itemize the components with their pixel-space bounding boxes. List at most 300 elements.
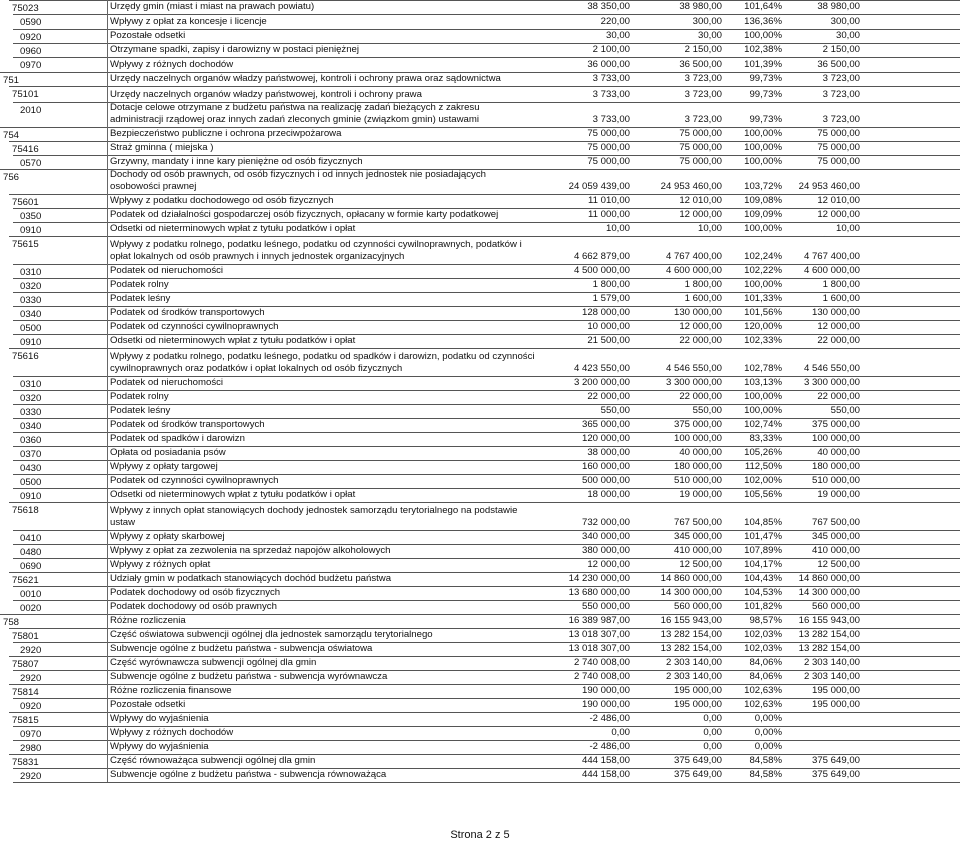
row-value-v1: 13 018 307,00 (568, 643, 630, 654)
row-description: Wpływy z opłat za koncesje i licencje (110, 16, 267, 27)
table-row (0, 155, 960, 169)
table-row (0, 222, 960, 236)
column-divider (107, 169, 108, 194)
row-value-v3: 24 953 460,00 (798, 181, 860, 192)
row-description: Podatek dochodowy od osób prawnych (110, 601, 277, 612)
row-value-pct: 101,39% (744, 59, 782, 70)
row-code: 0590 (20, 17, 42, 28)
row-description: Podatek od nieruchomości (110, 377, 224, 388)
table-row (0, 348, 960, 376)
row-description: Dotacje celowe otrzymane z budżetu państwa na realizację zadań bieżących z zakresu administracji rządowej oraz innych zadań zleconych gminie (związkom gmin) ustawami (110, 102, 480, 125)
row-description: Podatek od czynności cywilnoprawnych (110, 321, 279, 332)
row-code: 0910 (20, 337, 42, 348)
table-row (0, 614, 960, 628)
row-code: 0500 (20, 477, 42, 488)
row-value-v1: 10 000,00 (587, 321, 630, 332)
column-divider (107, 334, 108, 348)
row-value-v2: 345 000,00 (673, 531, 722, 542)
row-description: Część oświatowa subwencji ogólnej dla jednostek samorządu terytorialnego (110, 629, 433, 640)
table-row (0, 208, 960, 222)
row-description: Odsetki od nieterminowych wpłat z tytułu podatków i opłat (110, 335, 356, 346)
row-description: Wpływy z różnych dochodów (110, 59, 234, 70)
row-value-pct: 100,00% (744, 223, 782, 234)
row-code: 75601 (12, 197, 39, 208)
row-value-pct: 101,56% (744, 307, 782, 318)
row-description: Podatek od nieruchomości (110, 265, 224, 276)
row-description: Udziały gmin w podatkach stanowiących dochód budżetu państwa (110, 573, 392, 584)
column-divider (107, 418, 108, 432)
row-value-v3: 14 300 000,00 (798, 587, 860, 598)
row-value-pct: 100,00% (744, 405, 782, 416)
row-description: Wpływy do wyjaśnienia (110, 713, 209, 724)
row-value-pct: 99,73% (749, 73, 782, 84)
row-description: Wpływy z innych opłat stanowiących dochody jednostek samorządu terytorialnego na podstawie ustaw (110, 505, 518, 528)
row-value-v2: 30,00 (697, 30, 722, 41)
row-value-v3: 75 000,00 (817, 128, 860, 139)
row-description: Urzędy gmin (miast i miast na prawach powiatu) (110, 1, 315, 12)
row-code: 756 (3, 172, 20, 183)
row-value-pct: 104,17% (744, 559, 782, 570)
row-value-v1: -2 486,00 (589, 713, 630, 724)
row-separator (9, 86, 960, 87)
row-value-v3: 38 980,00 (817, 1, 860, 12)
row-value-pct: 100,00% (744, 391, 782, 402)
table-row (0, 684, 960, 698)
row-value-pct: 99,73% (749, 89, 782, 100)
row-value-v2: 16 155 943,00 (660, 615, 722, 626)
row-value-v1: 14 230 000,00 (568, 573, 630, 584)
row-description: Wpływy z opłaty skarbowej (110, 531, 225, 542)
row-value-v2: 36 500,00 (679, 59, 722, 70)
column-divider (107, 127, 108, 141)
row-separator (9, 502, 960, 503)
row-code: 0010 (20, 589, 42, 600)
row-value-v1: 36 000,00 (587, 59, 630, 70)
column-divider (107, 404, 108, 418)
row-value-v1: 38 000,00 (587, 447, 630, 458)
row-value-v3: 550,00 (830, 405, 860, 416)
row-value-v2: 130 000,00 (673, 307, 722, 318)
row-value-pct: 102,63% (744, 685, 782, 696)
row-value-pct: 100,00% (744, 279, 782, 290)
row-description: Subwencje ogólne z budżetu państwa - subwencja równoważąca (110, 769, 387, 780)
row-value-v1: 13 018 307,00 (568, 629, 630, 640)
row-value-v3: 510 000,00 (811, 475, 860, 486)
column-divider (107, 194, 108, 208)
table-row (0, 29, 960, 43)
row-value-v3: 375 649,00 (811, 755, 860, 766)
row-value-v3: 12 500,00 (817, 559, 860, 570)
row-value-v2: 19 000,00 (679, 489, 722, 500)
row-description: Podatek od środków transportowych (110, 419, 265, 430)
row-description: Otrzymane spadki, zapisy i darowizny w postaci pieniężnej (110, 44, 360, 55)
row-value-v2: 22 000,00 (679, 391, 722, 402)
row-value-v1: 75 000,00 (587, 156, 630, 167)
row-description: Subwencje ogólne z budżetu państwa - subwencja oświatowa (110, 643, 373, 654)
column-divider (107, 502, 108, 530)
row-value-pct: 109,08% (744, 195, 782, 206)
row-code: 0910 (20, 225, 42, 236)
row-code: 0330 (20, 407, 42, 418)
table-row (0, 572, 960, 586)
row-code: 75615 (12, 239, 39, 250)
table-row (0, 544, 960, 558)
row-code: 751 (3, 75, 20, 86)
row-value-v3: 2 150,00 (822, 44, 860, 55)
row-value-v3: 767 500,00 (811, 517, 860, 528)
row-description: Bezpieczeństwo publiczne i ochrona przeciwpożarowa (110, 128, 342, 139)
row-value-pct: 83,33% (749, 433, 782, 444)
row-description: Podatek od środków transportowych (110, 307, 265, 318)
row-code: 75831 (12, 757, 39, 768)
row-description: Wpływy do wyjaśnienia (110, 741, 209, 752)
row-value-pct: 102,03% (744, 629, 782, 640)
row-value-v3: 14 860 000,00 (798, 573, 860, 584)
row-value-v2: 4 767 400,00 (665, 251, 722, 262)
row-value-pct: 101,82% (744, 601, 782, 612)
table-row (0, 141, 960, 155)
row-code: 75801 (12, 631, 39, 642)
row-value-v1: 444 158,00 (581, 755, 630, 766)
column-divider (107, 264, 108, 278)
column-divider (107, 460, 108, 474)
row-value-v1: 732 000,00 (581, 517, 630, 528)
row-value-v2: 1 600,00 (684, 293, 722, 304)
row-value-pct: 102,33% (744, 335, 782, 346)
column-divider (107, 544, 108, 558)
row-value-v3: 300,00 (830, 16, 860, 27)
row-value-v2: 75 000,00 (679, 128, 722, 139)
row-value-v2: 0,00 (703, 713, 722, 724)
row-value-v2: 24 953 460,00 (660, 181, 722, 192)
row-value-v2: 560 000,00 (673, 601, 722, 612)
row-code: 75814 (12, 687, 39, 698)
row-value-v3: 3 723,00 (822, 73, 860, 84)
row-code: 0340 (20, 309, 42, 320)
row-value-v3: 3 723,00 (822, 114, 860, 125)
table-row (0, 474, 960, 488)
row-code: 0910 (20, 491, 42, 502)
row-value-v1: 160 000,00 (581, 461, 630, 472)
row-value-v3: 30,00 (835, 30, 860, 41)
column-divider (107, 155, 108, 169)
column-divider (107, 586, 108, 600)
row-value-pct: 100,00% (744, 142, 782, 153)
row-value-v1: 24 059 439,00 (568, 181, 630, 192)
row-value-v1: 30,00 (605, 30, 630, 41)
row-value-v2: 375 649,00 (673, 755, 722, 766)
row-code: 0970 (20, 60, 42, 71)
table-row (0, 530, 960, 544)
column-divider (107, 530, 108, 544)
row-value-pct: 102,63% (744, 699, 782, 710)
row-value-pct: 101,64% (744, 1, 782, 12)
row-code: 0690 (20, 561, 42, 572)
row-description: Część równoważąca subwencji ogólnej dla gmin (110, 755, 316, 766)
row-code: 0360 (20, 435, 42, 446)
table-row (0, 670, 960, 684)
column-divider (107, 57, 108, 72)
row-value-v3: 195 000,00 (811, 685, 860, 696)
row-code: 2980 (20, 743, 42, 754)
column-divider (107, 222, 108, 236)
row-value-v2: 3 723,00 (684, 73, 722, 84)
row-code: 75101 (12, 89, 39, 100)
column-divider (107, 670, 108, 684)
column-divider (107, 628, 108, 642)
row-value-v1: 12 000,00 (587, 559, 630, 570)
row-value-v1: 340 000,00 (581, 531, 630, 542)
row-description: Urzędy naczelnych organów władzy państwowej, kontroli i ochrony prawa (110, 89, 422, 100)
row-value-v2: 12 000,00 (679, 321, 722, 332)
row-code: 75616 (12, 351, 39, 362)
column-divider (107, 558, 108, 572)
row-code: 0570 (20, 158, 42, 169)
row-value-v1: 11 010,00 (588, 195, 630, 206)
row-value-v2: 0,00 (703, 727, 722, 738)
row-value-v1: 4 423 550,00 (573, 363, 630, 374)
column-divider (107, 698, 108, 712)
table-row (0, 376, 960, 390)
row-code: 0340 (20, 421, 42, 432)
row-value-v3: 3 723,00 (822, 89, 860, 100)
row-value-v3: 19 000,00 (817, 489, 860, 500)
row-code: 0310 (20, 379, 42, 390)
row-separator (13, 57, 960, 58)
row-value-pct: 99,73% (749, 114, 782, 125)
row-value-v2: 195 000,00 (673, 699, 722, 710)
row-value-v1: 500 000,00 (581, 475, 630, 486)
row-value-pct: 104,53% (744, 587, 782, 598)
column-divider (107, 432, 108, 446)
row-value-v1: 11 000,00 (588, 209, 630, 220)
row-value-v3: 345 000,00 (811, 531, 860, 542)
column-divider (107, 446, 108, 460)
row-value-pct: 120,00% (744, 321, 782, 332)
table-row (0, 57, 960, 72)
table-row (0, 127, 960, 141)
row-value-v2: 300,00 (692, 16, 722, 27)
column-divider (107, 306, 108, 320)
row-value-v3: 13 282 154,00 (798, 643, 860, 654)
row-value-v2: 75 000,00 (679, 142, 722, 153)
column-divider (107, 488, 108, 502)
row-description: Podatek leśny (110, 405, 171, 416)
row-value-v2: 180 000,00 (673, 461, 722, 472)
row-value-v3: 12 010,00 (817, 195, 860, 206)
row-value-pct: 103,13% (744, 377, 782, 388)
row-value-v1: 550 000,00 (581, 601, 630, 612)
row-value-pct: 104,43% (744, 573, 782, 584)
row-value-v2: 38 980,00 (679, 1, 722, 12)
row-description: Wpływy z opłat za zezwolenia na sprzedaż napojów alkoholowych (110, 545, 391, 556)
column-divider (107, 642, 108, 656)
row-code: 758 (3, 617, 20, 628)
row-value-v2: 1 800,00 (684, 279, 722, 290)
row-value-v2: 13 282 154,00 (660, 629, 722, 640)
table-row (0, 102, 960, 127)
row-description: Subwencje ogólne z budżetu państwa - subwencja wyrównawcza (110, 671, 388, 682)
column-divider (107, 348, 108, 376)
row-value-v2: 12 000,00 (679, 209, 722, 220)
row-value-pct: 136,36% (744, 16, 782, 27)
row-value-v3: 16 155 943,00 (798, 615, 860, 626)
table-row (0, 0, 960, 14)
table-row (0, 86, 960, 102)
row-code: 0480 (20, 547, 42, 558)
row-value-v1: 0,00 (611, 727, 630, 738)
row-value-v3: 4 546 550,00 (803, 363, 860, 374)
row-code: 0020 (20, 603, 42, 614)
column-divider (107, 102, 108, 127)
column-divider (107, 320, 108, 334)
table-row (0, 586, 960, 600)
row-value-v1: 190 000,00 (581, 685, 630, 696)
row-value-v1: 444 158,00 (581, 769, 630, 780)
column-divider (107, 29, 108, 43)
column-divider (107, 600, 108, 614)
row-value-v1: 21 500,00 (587, 335, 630, 346)
row-value-v1: 2 740 008,00 (573, 657, 630, 668)
row-value-v2: 0,00 (703, 741, 722, 752)
row-value-v3: 2 303 140,00 (803, 671, 860, 682)
column-divider (107, 390, 108, 404)
row-description: Podatek leśny (110, 293, 171, 304)
table-row (0, 236, 960, 264)
row-value-v1: 190 000,00 (581, 699, 630, 710)
column-divider (107, 614, 108, 628)
table-row (0, 278, 960, 292)
column-divider (107, 0, 108, 14)
row-value-v2: 4 600 000,00 (665, 265, 722, 276)
column-divider (107, 292, 108, 306)
row-value-v1: 16 389 987,00 (568, 615, 630, 626)
table-row (0, 14, 960, 29)
row-value-v2: 2 150,00 (684, 44, 722, 55)
column-divider (107, 656, 108, 670)
row-value-pct: 102,74% (744, 419, 782, 430)
table-row (0, 320, 960, 334)
row-description: Wpływy z różnych dochodów (110, 727, 234, 738)
row-value-pct: 112,50% (744, 461, 782, 472)
row-value-v3: 560 000,00 (811, 601, 860, 612)
column-divider (107, 768, 108, 782)
row-value-v1: 1 800,00 (592, 279, 630, 290)
row-description: Opłata od posiadania psów (110, 447, 226, 458)
row-value-pct: 102,38% (744, 44, 782, 55)
row-value-v3: 410 000,00 (811, 545, 860, 556)
row-value-v1: 128 000,00 (581, 307, 630, 318)
row-value-v1: 13 680 000,00 (568, 587, 630, 598)
row-value-v2: 510 000,00 (673, 475, 722, 486)
row-value-v1: 3 200 000,00 (573, 377, 630, 388)
row-value-v2: 195 000,00 (673, 685, 722, 696)
row-value-pct: 84,06% (749, 671, 782, 682)
table-row (0, 334, 960, 348)
row-description: Wpływy z podatku dochodowego od osób fizycznych (110, 195, 334, 206)
row-value-v2: 100 000,00 (673, 433, 722, 444)
row-value-v2: 3 723,00 (684, 89, 722, 100)
row-value-v1: 4 500 000,00 (573, 265, 630, 276)
table-row (0, 292, 960, 306)
table-row (0, 72, 960, 86)
row-code: 0920 (20, 701, 42, 712)
row-description: Urzędy naczelnych organów władzy państwowej, kontroli i ochrony prawa oraz sądownictwa (110, 73, 501, 84)
row-description: Wpływy z opłaty targowej (110, 461, 218, 472)
row-value-v3: 12 000,00 (817, 209, 860, 220)
row-value-v2: 10,00 (697, 223, 722, 234)
table-row (0, 558, 960, 572)
row-value-v1: 75 000,00 (587, 128, 630, 139)
row-value-pct: 109,09% (744, 209, 782, 220)
row-description: Odsetki od nieterminowych wpłat z tytułu podatków i opłat (110, 223, 356, 234)
row-description: Różne rozliczenia (110, 615, 186, 626)
row-value-v1: 4 662 879,00 (573, 251, 630, 262)
row-value-v3: 1 800,00 (822, 279, 860, 290)
row-code: 0310 (20, 267, 42, 278)
table-row (0, 460, 960, 474)
row-code: 0430 (20, 463, 42, 474)
row-value-v1: 3 733,00 (592, 114, 630, 125)
row-value-pct: 102,24% (744, 251, 782, 262)
row-value-v2: 410 000,00 (673, 545, 722, 556)
row-value-v3: 22 000,00 (817, 335, 860, 346)
table-row (0, 446, 960, 460)
row-value-v1: 2 740 008,00 (573, 671, 630, 682)
row-value-v1: -2 486,00 (589, 741, 630, 752)
row-value-pct: 98,57% (749, 615, 782, 626)
row-value-pct: 102,78% (744, 363, 782, 374)
row-value-v3: 12 000,00 (817, 321, 860, 332)
column-divider (107, 72, 108, 86)
row-value-pct: 84,58% (749, 755, 782, 766)
row-description: Różne rozliczenia finansowe (110, 685, 232, 696)
row-description: Wpływy z podatku rolnego, podatku leśnego, podatku od czynności cywilnoprawnych, podatków i opłat lokalnych od osób prawnych i innych jednostek organizacyjnych (110, 239, 522, 262)
row-value-v2: 12 500,00 (679, 559, 722, 570)
table-row (0, 698, 960, 712)
row-value-pct: 100,00% (744, 30, 782, 41)
row-value-pct: 84,06% (749, 657, 782, 668)
row-value-v3: 75 000,00 (817, 142, 860, 153)
row-value-v3: 4 600 000,00 (803, 265, 860, 276)
row-value-v1: 120 000,00 (581, 433, 630, 444)
column-divider (107, 572, 108, 586)
row-code: 0970 (20, 729, 42, 740)
table-row (0, 306, 960, 320)
row-description: Odsetki od nieterminowych wpłat z tytułu podatków i opłat (110, 489, 356, 500)
row-value-pct: 105,26% (744, 447, 782, 458)
row-code: 0330 (20, 295, 42, 306)
row-value-pct: 84,58% (749, 769, 782, 780)
row-value-v1: 75 000,00 (587, 142, 630, 153)
row-value-v3: 3 300 000,00 (803, 377, 860, 388)
row-description: Pozostałe odsetki (110, 30, 186, 41)
row-value-v1: 3 733,00 (592, 89, 630, 100)
row-value-v2: 75 000,00 (679, 156, 722, 167)
row-value-v2: 375 649,00 (673, 769, 722, 780)
column-divider (107, 278, 108, 292)
table-row (0, 432, 960, 446)
row-value-v2: 12 010,00 (679, 195, 722, 206)
column-divider (107, 208, 108, 222)
table-row (0, 404, 960, 418)
row-value-pct: 105,56% (744, 489, 782, 500)
row-value-v3: 130 000,00 (811, 307, 860, 318)
row-description: Pozostałe odsetki (110, 699, 186, 710)
row-separator (9, 236, 960, 237)
row-code: 0320 (20, 281, 42, 292)
row-value-v3: 375 000,00 (811, 419, 860, 430)
